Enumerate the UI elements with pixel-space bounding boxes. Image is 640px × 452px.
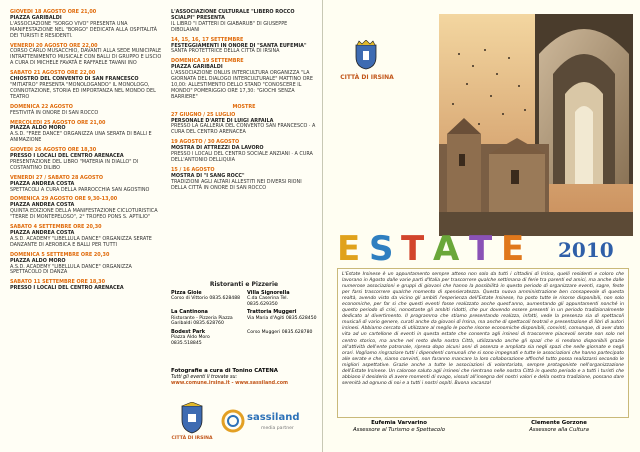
signature-2-role: Assessore alla Cultura [529,427,589,433]
restaurant-info: Corso di Vittorio 0835.628488 [171,296,241,301]
event-date: SABATO 11 SETTEMBRE ORE 18,30 [10,279,105,286]
mostra-item [171,140,317,164]
event-item [10,121,162,145]
photo-credit-links: www.comune.irsina.it - www.sassiland.com [171,381,289,386]
event-text: A.S.D. ACADEMY "LIBELLULA DANCE" ORGANIZZA SPETTACOLO DI DANZA [10,263,132,276]
event-item [10,280,162,292]
estate-letter-e: E [337,229,361,266]
event-text: A.S.D. "FREE DANCE" ORGANIZZA UNA SERATA DI BALLI E ANIMAZIONE [10,131,152,144]
restaurant-info: Corso Muggeri 0835.628780 [247,329,313,335]
mostra-title: PERSONALE D'ARTE DI LUIGI ARFAILA [171,117,274,124]
mostra-date: 27 GIUGNO / 25 LUGLIO [171,111,236,118]
event-place: PIAZZA ANDREA COSTA [10,202,75,209]
estate-letter-t1: T [401,229,425,266]
event-date: VENERDI 20 AGOSTO ORE 22,00 [10,42,98,49]
event-text: FESTIVITÀ IN ONORE DI SAN ROCCO [10,109,99,116]
city-title: CITTÀ DI IRSINA [340,74,394,81]
signature-1-name: Eufemia Varvarino [371,420,427,426]
event-item [10,105,162,117]
restaurant-item [171,310,241,327]
signature-1-role: Assessore al Turismo e Spettacolo [352,427,446,433]
event-date: 14, 15, 16, 17 SETTEMBRE [171,36,244,43]
restaurant-item [247,310,317,327]
mostra-item [171,113,317,137]
restaurant-item [247,291,317,308]
event-item [10,10,162,40]
restaurant-name: La Cantinona [171,309,208,315]
city-crest-icon [353,40,379,70]
photo-credit-line2: Tutti gli eventi li trovate su: [171,375,238,380]
event-date: GIOVEDI 26 AGOSTO ORE 18,30 [10,147,97,154]
event-text: "MITIATRO" PRESENTA "MONOLOGANDO" IL MONOLOGO, CONNOTAZIONE, STORIA ED IMPORTANZA NEL MONDO DEL TEATRO [10,81,156,100]
restaurant-info: C.da Caserina Tel. 0835.629350 [247,296,289,307]
restaurant-info: Ristorante - Pizzeria Piazza Garibaldi 0835.628760 [171,315,233,326]
event-place: PIAZZA ANDREA COSTA [10,230,75,236]
event-text: SPETTACOLI A CURA DELLA PARROCCHIA SAN AGOSTINO [10,186,150,193]
restaurant-item [171,330,241,347]
event-item [10,71,162,101]
event-date: SABATO 21 AGOSTO ORE 22,00 [10,70,96,77]
event-place: PRESSO I LOCALI DEL CENTRO ARENACEA [10,153,124,160]
restaurant-item [171,291,241,308]
event-item [10,148,162,172]
ristoranti-section [171,282,317,349]
estate-letter-t2: T [469,229,493,266]
event-item [10,176,162,194]
event-place: PIAZZA ANDREA COSTA [10,180,75,187]
estate-letter-e2: E [501,229,525,266]
mostra-item [171,168,317,192]
sponsor-sub: media partner [261,426,294,431]
event-date: DOMENICA 22 AGOSTO [10,103,73,110]
event-place: FESTEGGIAMENTI IN ONORE DI "SANTA EUFEMIA" [171,42,307,49]
restaurant-info: Via Maria d'Agiti 0835.628450 [247,315,317,321]
event-item [171,10,317,34]
mostra-text: PRESSO I LOCALI DEL CENTRO SOCIALE ANZIANI · A CURA DELL'ANTONIO DELLIQUIA [171,151,313,163]
events-column-2 [171,10,317,195]
event-text: QUINTA EDIZIONE DELLA MANIFESTAZIONE CICLOTURISTICA "TERRE DI MONTEPELOSO", 2° TROFEO PONS S. APTILIO" [10,208,158,221]
right-panel [323,0,640,452]
photo-collage [439,14,633,236]
event-date: DOMENICA 19 SETTEMBRE [171,58,244,65]
city-crest-small-icon [179,402,205,434]
events-column-1 [10,10,162,296]
restaurant-name: Trattoria Muggeri [247,309,297,315]
event-place: PIAZZA ALDO MORO [10,125,66,132]
city-label-small: CITTÀ DI IRSINA [171,436,213,441]
event-item [10,197,162,221]
logos [171,400,317,446]
event-place: CHIOSTRO DEL CONVENTO DI SAN FRANCESCO [10,76,139,83]
event-item [171,59,317,100]
event-place: PIAZZA GARIBALDI [171,64,223,71]
event-text: CORSO CARLO MUSACCHIO, DAVANTI ALLA SEDE MUNICIPALE INTRATTENIMENTO MUSICALE CON BALLI DI GRUPPO E LISCIO A CURA DI MICHELE FAVATÀ E RAFFAELE TAVANI INO [10,48,162,67]
restaurant-item [247,330,317,347]
event-date: MERCOLEDI 25 AGOSTO ORE 21,00 [10,119,106,126]
event-text: IL LIBRO "I DATTERI DI GIABARUB" DI GIUSEPPE DIBOLAIANI [171,20,288,33]
estate-letter-s: S [369,229,394,266]
event-place: PIAZZA GARIBALDI [10,14,62,21]
mostre-section [171,105,317,192]
sponsor-name: sassiland [247,412,300,423]
event-place: PIAZZA ALDO MORO [10,257,66,264]
event-item [171,38,317,56]
photo-credits [171,368,317,387]
event-date: DOMENICA 29 AGOSTO ORE 9,30-13,00 [10,196,118,203]
mostre-title: MOSTRE [232,103,256,110]
event-item [10,44,162,68]
intro-text: L'Estate Irsinese è un appuntamento sempre atteso non solo da tutti i cittadini di Irsina, quelli residenti e coloro che lavorano in Agosto dalle varie parti d'Italia per trascorrere qualche settimana di ferie tra parenti ed amici, ma anche dalle numerose associazioni e gruppi di giovani che hanno la possibilità in questo periodo di organizzare eventi, sagre, feste per farsi trascorrere qualche momento di spensieratezza. Questa nuova amministrazione ben consapevole di questa realtà, avendo visto da vicino gli ambiti l'esperienza dell'Estate Irsinese, ha posto tutte le risorse disponibili, non solo economiche, per far si che questi eventi fosse realizzato anche quest'anno, aumentando gli appuntamenti nonché in questo periodo di crisi, nonostante gli ambiti ridotti, che pur dovendo essere presenti in un periodo tradizionalmente dedicato al divertimento. Il programma che stiamo presentando realizza, infatti, vede la presenza sia di spettacoli musicali di vario genere, curati anche da giovani di Irsina, ma anche di spettacoli teatrali e presentazione di libri di autori irsinesi. Abbiamo cercato di utilizzare al meglio le poche risorse economiche disponibili, convinti, comunque, di aver dato vita ad un cartellone di eventi in questa estate che consenta agli irsinesi di trascorrere piacevoli serate non solo nel centro storico, ma anche nel resto della nostra Città, utilizzando anche gli spazi che si rendono disponibili grazie all'attività dell'ente patronale, ripresa dopo alcuni anni di assenza e ampliata sia negli spazi che nelle giornate e negli orari. Vogliamo ringraziare tutti i dipendenti comunali che si sono impegnati e tutte le associazioni che hanno partecipato alle serate e che, siamo convinti, non faranno mancare la loro collaborazione affinché tutto possa realizzarsi secondo le migliori aspettative. Grazie anche a tutte le associazioni di volontariato, sempre protagoniste nell'organizzazione dell'Estate Irsinese. Un calorose saluto agli irsinesi che rientrano nelle nostra Città in questo periodo e a tutti i turisti che abbiano il desiderio di avere momenti di svago, vissuti all'insegna del nostri valori e della nostra tradizione, possano dare serenità ad ognuno di noi e a tutti i nostri ospiti. Buona vacanza! [337,268,629,418]
mostra-date: 15 / 16 AGOSTO [171,166,215,173]
event-date: DOMENICA 5 SETTEMBRE ORE 20,30 [10,251,110,258]
photo-credit-title: Fotografie a cura di Tonino CATENA [171,368,278,374]
signature-2 [489,420,629,434]
event-text: SANTA PROTETTRICE DELLA CITTÀ DI IRSINA [171,48,280,55]
event-place: PRESSO I LOCALI DEL CENTRO ARENACEA [10,285,124,292]
estate-letter-a: A [433,229,460,266]
event-text: A.S.D. ACADEMY "LIBELLULA DANCE" ORGANIZZA SERATE DANZANTE DI AEROBICA E BALLI PER TUTTI [10,235,152,248]
event-item [10,225,162,249]
restaurant-name: Villa Signorella [247,289,290,296]
event-text: L'ASSOCIAZIONE ONLUS INTERCULTURA ORGANIZZA "LA GIORNATA DEL DIALOGO INTERCULTURALE" MATTINO ORE 10,00: ALLESTIMENTO DELLO STAND "CONOSCERE IL MONDO" POMERIGGIO ORE 17,30: "GIOCHI SENZA BARRIERE" [171,70,313,100]
mostra-text: TRADIZIONI AGLI ALTARI ALLESTITI NEI DIVERSI RIONI DELLA CITTÀ IN ONORE DI SAN ROCCO [171,178,302,191]
event-place: L'ASSOCIAZIONE CULTURALE "LIBERO ROCCO SCIALPI" PRESENTA [171,9,295,21]
event-date: SABATO 4 SETTEMBRE ORE 20,30 [10,224,102,231]
restaurant-info: Piazza Aldo Moro 0835.518845 [171,335,210,346]
restaurant-name: Pizza Gioie [171,289,202,296]
ristoranti-title: Ristoranti e Pizzerie [209,281,279,288]
restaurant-name: Bodest Park [171,328,206,335]
event-text: L'ASSOCIAZIONE "SORGO VIVO" PRESENTA UNA MANIFESTAZIONE NEL "BORGO" DEDICATA ALLA OSPITALITÀ DEI TURISTI E RESIDENTI. [10,20,157,39]
mostra-title: MOSTRA DI "I SANG ROCC" [171,172,245,179]
year: 2010 [558,238,614,262]
event-date: GIOVEDI 18 AGOSTO ORE 21,00 [10,9,97,15]
mostra-text: PRESSO LA GALLERIA DEL CONVENTO SAN FRANCESCO · A CURA DEL CENTRO ARENACEA [171,123,316,136]
event-date: VENERDI 27 / SABATO 28 AGOSTO [10,174,104,181]
mostra-title: MOSTRA DI ATTREZZI DA LAVORO [171,145,264,152]
event-item [10,253,162,277]
mostra-date: 19 AGOSTO / 30 AGOSTO [171,139,240,146]
signature-1 [329,420,469,434]
signature-2-name: Clemente Gorzone [531,420,587,426]
event-text: PRESENTAZIONE DEL LIBRO "MATERIA IN DIALLO" DI COSTANTINO DILIBO [10,158,139,171]
